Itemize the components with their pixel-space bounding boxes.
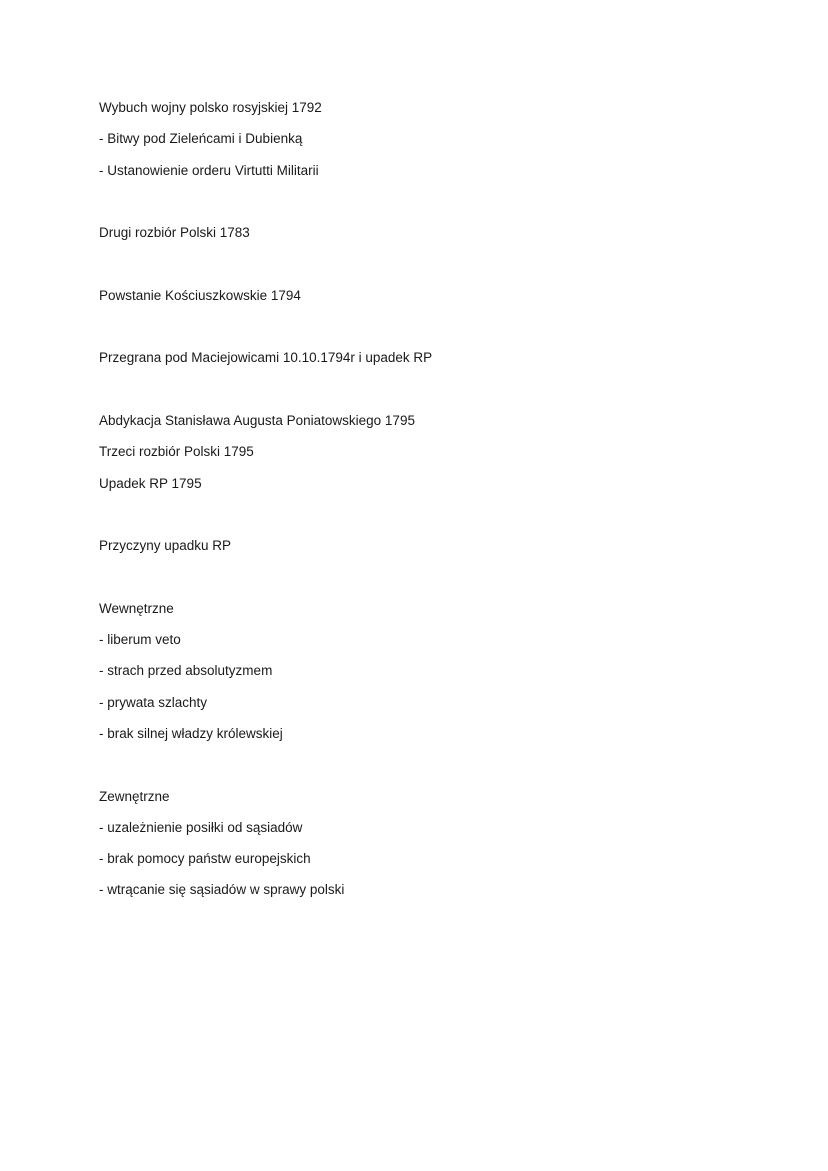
heading-war-1792: Wybuch wojny polsko rosyjskiej 1792: [99, 100, 322, 115]
list-item-dependence: - uzależnienie posiłki od sąsiadów: [99, 819, 303, 835]
heading-maciejowice: Przegrana pod Maciejowicami 10.10.1794r i upadek RP: [99, 350, 433, 366]
list-item-nobility: - prywata szlachty: [99, 694, 208, 710]
blank-line: [99, 316, 779, 347]
list-item-order: - Ustanowienie orderu Virtutti Militarii: [99, 162, 319, 178]
blank-line: [99, 253, 779, 284]
heading-kosciuszko-uprising: Powstanie Kościuszkowskie 1794: [99, 287, 301, 303]
list-item-no-help: - brak pomocy państw europejskich: [99, 851, 311, 867]
document-text: [99, 97, 779, 911]
heading-third-partition: Trzeci rozbiór Polski 1795: [99, 444, 254, 460]
list-item-liberum-veto: - liberum veto: [99, 632, 181, 648]
heading-external: Zewnętrzne: [99, 788, 170, 804]
blank-line: [99, 379, 779, 410]
list-item-absolutism: - strach przed absolutyzmem: [99, 663, 273, 679]
heading-second-partition: Drugi rozbiór Polski 1783: [99, 225, 250, 241]
blank-line: [99, 754, 779, 785]
list-item-royal-power: - brak silnej władzy królewskiej: [99, 725, 283, 741]
blank-line: [99, 504, 779, 535]
heading-fall-1795: Upadek RP 1795: [99, 475, 202, 491]
list-item-battles: - Bitwy pod Zieleńcami i Dubienką: [99, 131, 303, 147]
list-item-interference: - wtrącanie się sąsiadów w sprawy polski: [99, 882, 345, 898]
blank-line: [99, 566, 779, 597]
heading-abdication: Abdykacja Stanisława Augusta Poniatowskiego 1795: [99, 412, 415, 428]
heading-causes: Przyczyny upadku RP: [99, 538, 232, 554]
heading-internal: Wewnętrzne: [99, 600, 174, 616]
blank-line: [99, 191, 779, 222]
